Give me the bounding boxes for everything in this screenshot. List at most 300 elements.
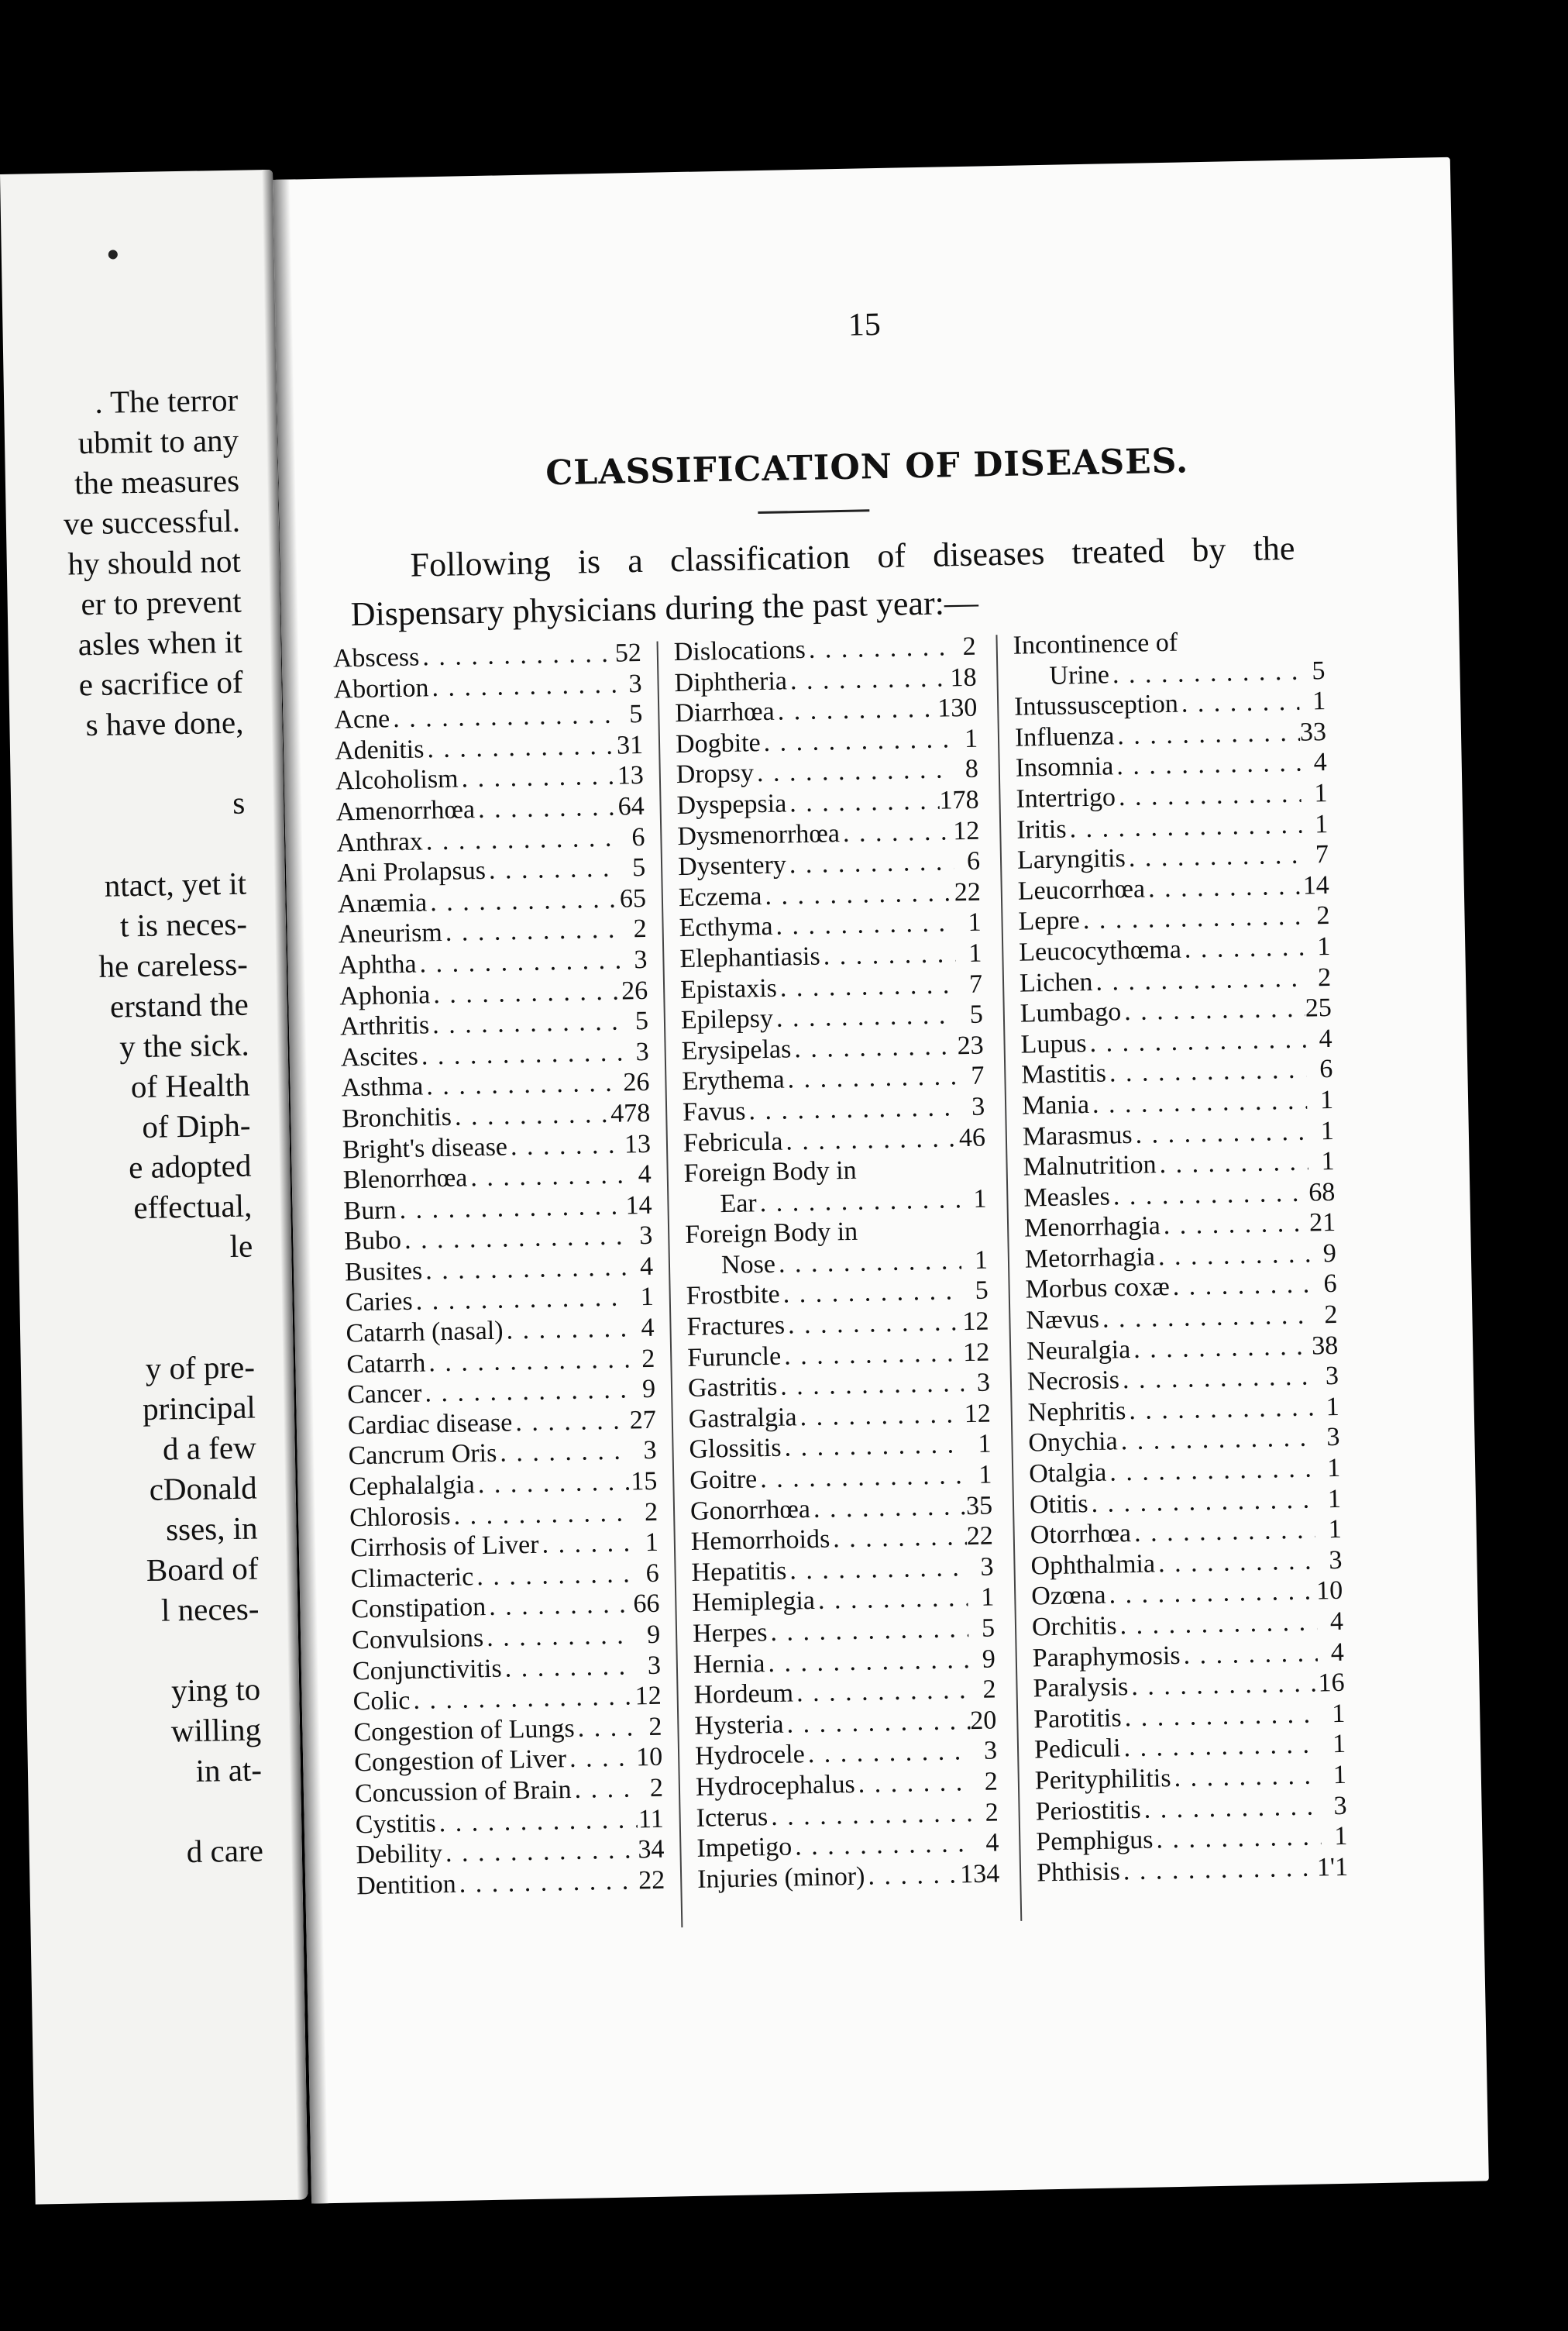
case-count: 3 (638, 1221, 653, 1251)
left-page-line (20, 1306, 277, 1351)
disease-name: Impetigo (696, 1832, 793, 1864)
case-count: 9 (641, 1375, 656, 1404)
disease-name: Catarrh (nasal) (346, 1316, 504, 1348)
leader-dots (760, 724, 951, 758)
leader-dots (810, 1491, 967, 1524)
leader-dots (781, 1338, 964, 1372)
left-page-line: l neces- (160, 1590, 260, 1628)
leader-dots (1171, 1760, 1320, 1793)
disease-name: Cardiac disease (347, 1408, 513, 1441)
case-count: 22 (966, 1521, 994, 1551)
disease-entry (683, 1122, 986, 1159)
case-count: 1 (968, 907, 982, 938)
leader-dots (574, 1712, 636, 1744)
leader-dots (1153, 1822, 1322, 1856)
case-count: 1 (1331, 1699, 1346, 1728)
case-count: 2 (1317, 962, 1332, 992)
leader-dots (422, 822, 618, 856)
leader-dots (412, 1283, 628, 1317)
disease-name: Hemorrhoids (690, 1524, 830, 1557)
case-count: 6 (966, 846, 981, 876)
case-count: 1 (645, 1527, 659, 1558)
left-page-line: effectual, (133, 1187, 253, 1226)
disease-name: Dysmenorrhœa (677, 818, 841, 851)
left-page-line: principal (142, 1389, 256, 1427)
leader-dots (765, 1644, 969, 1679)
case-count: 1 (974, 1245, 989, 1275)
left-page-line: asles when it (77, 623, 242, 663)
leader-dots (754, 755, 953, 789)
intro-paragraph: Following is a classification of diseases treated by the Dispensary physicians during the past year:— (350, 529, 1295, 634)
case-count: 2 (644, 1497, 658, 1527)
leader-dots (1114, 717, 1300, 751)
case-count: 15 (630, 1466, 658, 1496)
disease-entry (1037, 1852, 1349, 1889)
case-count: 3 (1326, 1423, 1340, 1452)
case-count: 1 (1319, 1085, 1334, 1115)
leader-dots (1089, 1085, 1308, 1120)
case-count: 1 (1332, 1730, 1346, 1759)
case-count: 2 (641, 1344, 655, 1373)
leader-dots (512, 1405, 630, 1438)
disease-name: Phthisis (1036, 1857, 1121, 1888)
left-page-line: Board of (146, 1550, 259, 1588)
case-count: 14 (1302, 870, 1330, 900)
disease-name: Hydrocephalus (695, 1769, 856, 1802)
leader-dots (396, 1190, 626, 1225)
disease-name: Diphtheria (674, 666, 788, 697)
case-count: 14 (625, 1190, 652, 1221)
leader-dots (820, 938, 955, 972)
disease-name: Dropsy (676, 759, 755, 790)
leader-dots (1156, 1147, 1308, 1180)
disease-name: Ear (720, 1188, 758, 1218)
case-count: 4 (1330, 1637, 1345, 1667)
case-count: 2 (982, 1675, 996, 1704)
case-count: 22 (954, 877, 982, 907)
leader-dots (1145, 870, 1303, 904)
disease-name: Otorrhœa (1030, 1519, 1132, 1550)
disease-name: Bright's disease (342, 1131, 508, 1164)
leader-dots (452, 1099, 611, 1133)
leader-dots (773, 1000, 958, 1034)
disease-name: Foreign Body in (684, 1217, 858, 1250)
case-count: 12 (952, 816, 980, 845)
case-count: 1 (1320, 1116, 1335, 1145)
disease-name: Menorrhagia (1023, 1211, 1161, 1243)
left-page-line: d a few (162, 1429, 257, 1467)
leader-dots (1130, 1331, 1312, 1365)
leader-dots (1109, 656, 1299, 690)
case-count: 4 (1313, 748, 1328, 777)
leader-dots (1140, 1791, 1321, 1825)
leader-dots (805, 632, 950, 665)
disease-name: Burn (343, 1195, 397, 1226)
case-count: 31 (616, 730, 644, 760)
case-count: 1 (964, 724, 978, 753)
leader-dots (421, 1375, 629, 1410)
leader-dots (745, 1092, 958, 1127)
case-count: 4 (639, 1252, 654, 1282)
left-page-line: e adopted (128, 1147, 252, 1186)
disease-name: Febricula (683, 1127, 783, 1158)
disease-name: Climacteric (350, 1562, 474, 1594)
case-count: 10 (635, 1743, 663, 1772)
case-count: 7 (971, 1061, 985, 1091)
case-count: 8 (965, 755, 979, 784)
disease-name: Necrosis (1026, 1365, 1120, 1396)
left-page-line: sses, in (165, 1510, 258, 1548)
left-page-line (26, 1628, 282, 1673)
leader-dots (1117, 1423, 1314, 1457)
disease-name: Hordeum (693, 1679, 794, 1710)
left-page-text (4, 379, 286, 1874)
disease-name: Eczema (678, 881, 762, 912)
leader-dots (429, 1007, 622, 1041)
leader-dots (507, 1129, 625, 1162)
leader-dots (1155, 1545, 1316, 1579)
case-count: 3 (1333, 1791, 1347, 1820)
leader-dots (830, 1521, 967, 1555)
leader-dots (1121, 993, 1305, 1028)
case-count: 1 (1314, 809, 1329, 838)
leader-dots (1106, 1576, 1316, 1611)
left-page-line: e sacrifice of (78, 663, 243, 703)
disease-name: Otalgia (1028, 1458, 1107, 1489)
left-page-line: willing (170, 1711, 262, 1749)
leader-dots (1106, 1454, 1315, 1489)
disease-name: Anæmia (337, 888, 428, 919)
disease-name: Perityphilitis (1034, 1764, 1171, 1796)
disease-name: Chlorosis (349, 1501, 451, 1533)
disease-name: Intussusception (1013, 689, 1179, 721)
disease-name: Abortion (333, 673, 429, 704)
disease-name: Ozœna (1030, 1581, 1106, 1611)
disease-name: Paraphymosis (1032, 1641, 1181, 1673)
disease-name: Conjunctivitis (352, 1654, 502, 1685)
case-count: 1 (978, 1429, 992, 1459)
disease-name: Hepatitis (691, 1556, 787, 1587)
case-count: 2 (1324, 1300, 1338, 1330)
left-page-line: he careless- (98, 945, 249, 984)
left-page-line (12, 822, 268, 867)
case-count: 13 (617, 761, 645, 790)
leader-dots (390, 700, 617, 735)
leader-dots (1119, 1852, 1317, 1886)
case-count: 4 (985, 1828, 999, 1858)
case-count: 1 (1312, 687, 1326, 716)
leader-dots (497, 1436, 631, 1469)
disease-name: Pediculi (1033, 1734, 1121, 1765)
leader-dots (840, 816, 954, 849)
disease-name: Onychia (1028, 1427, 1119, 1458)
case-count: 3 (643, 1436, 657, 1465)
disease-name: Dogbite (675, 728, 761, 759)
leader-dots (762, 877, 954, 911)
disease-name: Gastralgia (688, 1403, 797, 1434)
case-count: 1 (1333, 1821, 1348, 1851)
disease-name: Ani Prolapsus (336, 856, 487, 888)
disease-name: Catarrh (346, 1348, 426, 1379)
left-page-line: hy should not (67, 542, 242, 582)
disease-name: Pemphigus (1036, 1825, 1154, 1857)
left-page-line (19, 1265, 276, 1310)
leader-dots (767, 1613, 968, 1648)
disease-name: Nose (720, 1249, 776, 1280)
leader-dots (483, 1620, 634, 1653)
left-page-line: d care (186, 1832, 264, 1870)
case-count: 23 (957, 1031, 984, 1060)
page-title: CLASSIFICATION OF DISEASES. (545, 441, 1189, 494)
left-page-line: erstand the (109, 986, 249, 1024)
disease-name: Epilepsy (680, 1004, 774, 1035)
case-count: 5 (1312, 656, 1326, 685)
case-count: 35 (965, 1491, 993, 1520)
leader-dots (1119, 1362, 1313, 1396)
leader-dots (757, 1460, 966, 1495)
case-count: 6 (1319, 1055, 1333, 1084)
disease-name: Convulsions (351, 1623, 484, 1655)
case-count: 1 (1326, 1392, 1340, 1422)
case-count: 5 (969, 1000, 984, 1030)
leader-dots (1066, 809, 1302, 844)
leader-dots (475, 792, 618, 825)
disease-name: Nævus (1026, 1304, 1100, 1335)
leader-dots (1099, 1300, 1312, 1335)
case-count: 3 (634, 945, 648, 975)
disease-name: Dentition (356, 1869, 457, 1901)
disease-name: Fractures (686, 1310, 786, 1342)
disease-name: Iritis (1016, 814, 1067, 845)
case-count: 68 (1308, 1177, 1336, 1207)
case-count: 134 (959, 1859, 1000, 1889)
case-count: 66 (633, 1589, 660, 1619)
leader-dots (571, 1773, 637, 1805)
case-count: 3 (635, 1037, 650, 1066)
leader-dots (804, 1736, 971, 1770)
disease-column-3 (1013, 625, 1348, 1889)
leader-dots (1106, 1055, 1307, 1090)
left-page-line: er to prevent (81, 583, 242, 622)
disease-name: Favus (682, 1097, 746, 1127)
left-page-line: ntact, yet it (104, 865, 247, 904)
case-count: 18 (950, 663, 977, 692)
leader-dots (1116, 1606, 1317, 1641)
disease-name: Busites (344, 1256, 423, 1287)
disease-name: Diarrhœa (674, 697, 775, 728)
case-count: 5 (634, 1007, 649, 1036)
case-count: 5 (628, 700, 643, 729)
leader-dots (425, 1344, 629, 1379)
disease-name: Influenza (1014, 721, 1115, 752)
disease-name: Lupus (1020, 1028, 1087, 1059)
case-count: 7 (1315, 840, 1329, 869)
disease-name: Insomnia (1015, 752, 1114, 783)
leader-dots (1109, 1177, 1308, 1212)
disease-name: Ecthyma (679, 912, 773, 943)
case-count: 26 (621, 976, 648, 1006)
leader-dots (442, 1835, 638, 1869)
left-page-line: le (229, 1227, 253, 1265)
left-page-line: y the sick. (119, 1026, 250, 1065)
leader-dots (422, 1252, 628, 1286)
disease-name: Malnutrition (1023, 1150, 1157, 1182)
case-count: 6 (1323, 1269, 1337, 1299)
left-page-line: ubmit to any (77, 422, 239, 461)
case-count: 16 (1318, 1668, 1345, 1698)
disease-name: Leucocythœma (1018, 935, 1182, 967)
leader-dots (428, 669, 616, 703)
case-count: 21 (1308, 1208, 1336, 1238)
case-count: 13 (624, 1129, 652, 1159)
disease-name: Alcoholism (335, 764, 459, 796)
disease-name: Erythema (682, 1065, 785, 1097)
disease-name: Dislocations (673, 635, 806, 667)
page-number: 15 (848, 306, 882, 343)
leader-dots (775, 1245, 961, 1279)
case-count: 3 (1329, 1545, 1343, 1575)
case-count: 1 (968, 938, 982, 968)
leader-dots (1178, 687, 1299, 720)
left-page-line: t is neces- (119, 905, 248, 944)
case-count: 1 (1327, 1484, 1342, 1513)
leader-dots (456, 1865, 638, 1899)
left-page (0, 170, 308, 2205)
leader-dots (1120, 1730, 1319, 1765)
disease-name: Gastritis (687, 1372, 778, 1403)
leader-dots (1181, 932, 1304, 966)
case-count: 2 (984, 1767, 999, 1796)
case-count: 130 (937, 693, 978, 723)
case-count: 12 (962, 1307, 989, 1337)
leader-dots (1155, 1238, 1311, 1272)
disease-column-2 (673, 632, 999, 1895)
left-page-line: of Health (130, 1066, 250, 1105)
case-count: 6 (631, 822, 645, 852)
disease-name: Aphtha (339, 949, 417, 980)
case-count: 1 (1321, 1147, 1335, 1176)
case-count: 1 (978, 1460, 992, 1489)
case-count: 5 (631, 853, 646, 883)
leader-dots (1125, 840, 1302, 874)
disease-name: Adenitis (334, 735, 425, 766)
right-page (273, 157, 1489, 2204)
left-page-line: s (232, 784, 246, 821)
leader-dots (1160, 1208, 1309, 1241)
case-count: 52 (614, 638, 642, 668)
leader-dots (450, 1497, 631, 1531)
disease-name: Mastitis (1021, 1059, 1107, 1090)
disease-name: Aphonia (339, 980, 431, 1011)
case-count: 26 (623, 1068, 650, 1097)
case-count: 3 (983, 1736, 998, 1766)
leader-dots (815, 1583, 968, 1617)
case-count: 2 (633, 914, 648, 944)
disease-name: Lumbago (1020, 997, 1122, 1028)
left-page-line: y of pre- (145, 1348, 256, 1386)
disease-name: Debility (356, 1839, 443, 1870)
leader-dots (1113, 748, 1301, 782)
disease-name: Dysentery (677, 850, 787, 882)
leader-dots (474, 1466, 631, 1499)
leader-dots (786, 846, 954, 880)
leader-dots (854, 1767, 971, 1799)
case-count: 10 (1315, 1576, 1343, 1606)
disease-column-1 (333, 638, 665, 1902)
disease-name: Frostbite (686, 1280, 781, 1311)
left-page-line: cDonald (149, 1469, 258, 1507)
case-count: 2 (985, 1797, 999, 1827)
leader-dots (772, 908, 955, 942)
left-page-line (10, 742, 266, 787)
leader-dots (784, 1062, 958, 1096)
disease-name: Intertrigo (1016, 783, 1116, 814)
bullet-mark (108, 250, 118, 259)
case-count: 2 (648, 1712, 662, 1741)
disease-name: Measles (1023, 1182, 1111, 1213)
leader-dots (756, 1184, 961, 1219)
left-page-line: of Diph- (142, 1107, 251, 1145)
leader-dots (768, 1798, 972, 1833)
disease-name: Urine (1049, 659, 1110, 690)
leader-dots (401, 1221, 627, 1256)
case-count: 3 (980, 1552, 994, 1582)
leader-dots (1132, 1116, 1308, 1150)
case-count: 64 (617, 791, 645, 821)
disease-name: Blenorrhœa (342, 1163, 468, 1195)
leader-dots (486, 1589, 634, 1623)
disease-name: Congestion of Liver (353, 1744, 567, 1778)
disease-name: Marasmus (1022, 1120, 1133, 1152)
disease-name: Glossitis (689, 1434, 782, 1465)
leader-dots (486, 853, 620, 887)
leader-dots (1128, 1668, 1319, 1703)
leader-dots (782, 1123, 959, 1157)
disease-name: Erysipelas (681, 1035, 792, 1066)
disease-name: Cirrhosis of Liver (349, 1530, 539, 1563)
disease-name: Abscess (332, 642, 420, 673)
case-count: 2 (649, 1773, 664, 1802)
left-page-line (28, 1789, 284, 1834)
disease-name: Hydrocele (694, 1740, 806, 1771)
disease-name: Furuncle (686, 1341, 782, 1372)
case-count: 20 (969, 1706, 997, 1735)
disease-name: Hemiplegia (692, 1586, 816, 1618)
leader-dots (538, 1528, 632, 1561)
case-count: 2 (1316, 901, 1330, 931)
case-count: 3 (647, 1651, 662, 1680)
disease-name: Morbus coxæ (1025, 1272, 1171, 1305)
disease-name: Lepre (1018, 906, 1081, 937)
case-count: 65 (619, 883, 647, 914)
case-count: 2 (962, 632, 977, 662)
leader-dots (1086, 1024, 1306, 1059)
disease-name: Aneurism (338, 918, 443, 949)
leader-dots (467, 1160, 625, 1193)
disease-name: Dyspepsia (676, 789, 787, 821)
case-count: 3 (971, 1092, 985, 1121)
leader-dots (423, 1068, 624, 1103)
disease-name: Amenorrhœa (335, 795, 476, 827)
leader-dots (776, 969, 956, 1004)
case-count: 5 (975, 1276, 989, 1306)
case-count: 9 (982, 1644, 996, 1674)
disease-name: Acne (334, 704, 390, 735)
case-count: 1 (1326, 1453, 1341, 1483)
leader-dots (458, 761, 617, 795)
disease-name: Anthrax (336, 827, 424, 858)
case-count: 38 (1311, 1331, 1339, 1361)
